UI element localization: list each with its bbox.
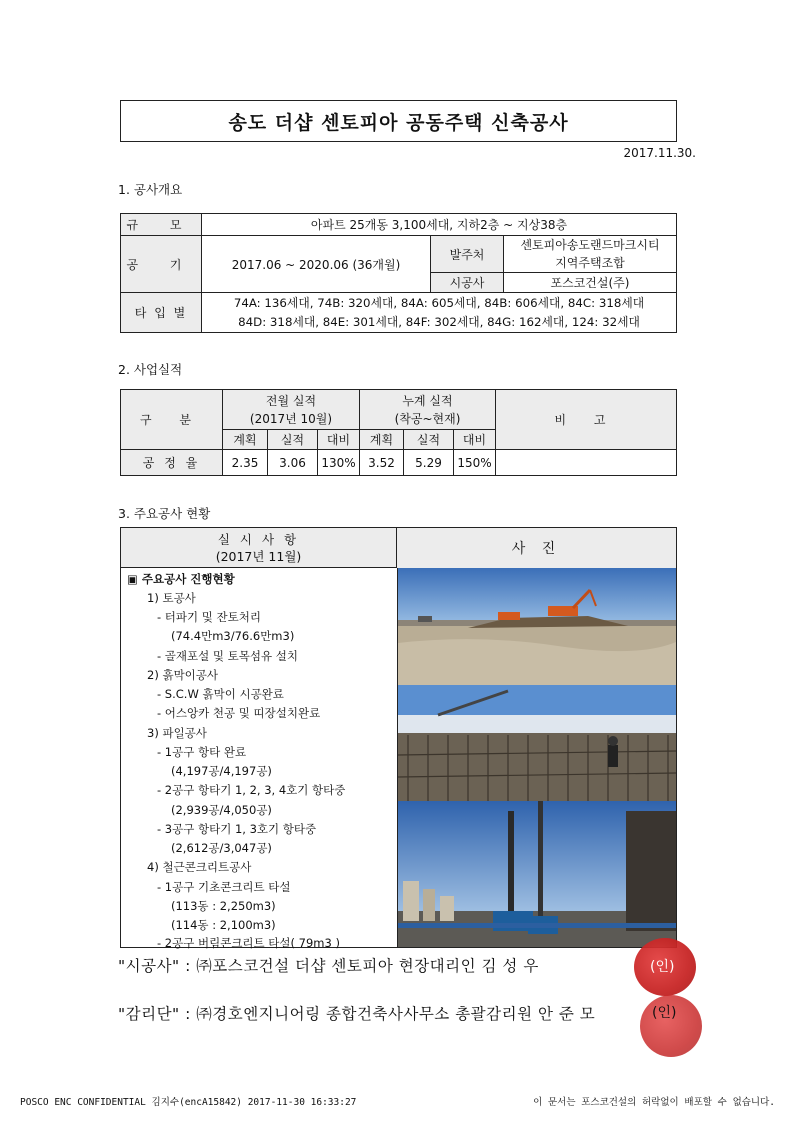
works-line: - 골재포설 및 토목섬유 설치	[157, 649, 298, 663]
works-line: - 2공구 항타기 1, 2, 3, 4호기 항타중	[157, 783, 346, 797]
works-line: (74.4만m3/76.6만m3)	[171, 629, 295, 643]
works-line: 3) 파일공사	[147, 726, 207, 740]
overview-table	[120, 213, 677, 333]
cumulative-header-line1: 누계 실적	[402, 393, 453, 408]
works-header	[121, 528, 397, 568]
contractor-value: 포스코건설(주)	[504, 273, 677, 293]
cumulative-header-line2: (착공~현재)	[394, 411, 461, 426]
major-works-table	[120, 527, 677, 948]
works-line: - 1공구 기초콘크리트 타설	[157, 880, 291, 894]
performance-table	[120, 389, 677, 476]
prev-month-header-line1: 전월 실적	[265, 393, 317, 408]
cumulative-header	[360, 390, 496, 430]
footer-notice: 이 문서는 포스코건설의 허락없이 배포할 수 없습니다.	[533, 1097, 775, 1108]
supervisor-seal-mark: (인)	[652, 1005, 677, 1021]
prev-actual-value: 3.06	[268, 450, 318, 476]
cum-actual-value: 5.29	[404, 450, 454, 476]
works-line: (113동 : 2,250m3)	[171, 899, 276, 913]
works-header-line1: 실 시 사 항	[217, 532, 300, 547]
client-value	[504, 236, 677, 273]
works-line: (4,197공/4,197공)	[171, 764, 272, 778]
client-value-line1: 센토피아송도랜드마크시티	[520, 238, 660, 252]
remark-header: 비 고	[496, 390, 677, 450]
works-line: (2,612공/3,047공)	[171, 841, 272, 855]
type-label: 타 입 별	[121, 293, 202, 333]
type-value-line1: 74A: 136세대, 74B: 320세대, 84A: 605세대, 84B: 606세대, 84C: 318세대	[233, 295, 645, 310]
progress-row-label: 공 정 율	[121, 450, 223, 476]
works-line: - S.C.W 흙막이 시공완료	[157, 687, 284, 701]
contractor-seal-mark: (인)	[650, 959, 675, 975]
type-value-line2: 84D: 318세대, 84E: 301세대, 84F: 302세대, 84G: 162세대, 124: 32세대	[238, 314, 640, 329]
works-line: - 1공구 항타 완료	[157, 745, 247, 759]
footer-confidential: POSCO ENC CONFIDENTIAL 김지수(encA15842) 2017-11-30 16:33:27	[20, 1097, 357, 1108]
sub-ratio-header: 대비	[454, 430, 496, 450]
scale-label: 규 모	[121, 214, 202, 236]
works-line: 2) 흙막이공사	[147, 668, 219, 682]
works-line: - 2공구 버림콘크리트 타설( 79m3 )	[157, 936, 340, 950]
works-line: 1) 토공사	[147, 591, 196, 605]
period-value: 2017.06 ~ 2020.06 (36개월)	[202, 236, 431, 293]
works-line: - 터파기 및 잔토처리	[157, 610, 261, 624]
type-value	[202, 293, 677, 333]
cum-plan-value: 3.52	[360, 450, 404, 476]
period-label: 공 기	[121, 236, 202, 293]
works-line: - 어스앙카 천공 및 띠장설치완료	[157, 706, 321, 720]
works-header-line2: (2017년 11월)	[215, 549, 302, 564]
photo-header: 사 진	[397, 528, 676, 569]
section1-heading: 1. 공사개요	[118, 182, 183, 197]
document-date: 2017.11.30.	[623, 146, 696, 160]
works-line: - 3공구 항타기 1, 3호기 항타중	[157, 822, 317, 836]
sub-actual-header: 실적	[404, 430, 454, 450]
prev-month-header	[223, 390, 360, 430]
earthwork-photo	[398, 568, 676, 685]
prev-month-header-line2: (2017년 10월)	[249, 411, 333, 426]
remark-value	[496, 450, 677, 476]
client-label: 발주처	[431, 236, 504, 273]
sub-ratio-header: 대비	[318, 430, 360, 450]
contractor-label: 시공사	[431, 273, 504, 293]
works-line: (2,939공/4,050공)	[171, 803, 272, 817]
sub-actual-header: 실적	[268, 430, 318, 450]
client-value-line2: 지역주택조합	[555, 256, 625, 270]
prev-ratio-value: 130%	[318, 450, 360, 476]
works-line: (114동 : 2,100m3)	[171, 918, 276, 932]
section2-heading: 2. 사업실적	[118, 362, 183, 377]
document-title: 송도 더샵 센토피아 공동주택 신축공사	[120, 100, 677, 142]
works-line: ▣ 주요공사 진행현황	[127, 572, 235, 586]
contractor-signature: "시공사" : ㈜포스코건설 더샵 센토피아 현장대리인 김 성 우	[118, 957, 539, 975]
works-line: 4) 철근콘크리트공사	[147, 860, 252, 874]
scale-value: 아파트 25개동 3,100세대, 지하2층 ~ 지상38층	[202, 214, 677, 236]
retaining-wall-photo	[398, 685, 676, 801]
supervisor-signature: "감리단" : ㈜경호엔지니어링 종합건축사사무소 총괄감리원 안 준 모	[118, 1005, 596, 1023]
works-list	[121, 568, 398, 950]
prev-plan-value: 2.35	[223, 450, 268, 476]
cum-ratio-value: 150%	[454, 450, 496, 476]
piling-photo	[398, 801, 676, 947]
sub-plan-header: 계획	[223, 430, 268, 450]
sub-plan-header: 계획	[360, 430, 404, 450]
section3-heading: 3. 주요공사 현황	[118, 506, 211, 521]
category-header: 구 분	[121, 390, 223, 450]
